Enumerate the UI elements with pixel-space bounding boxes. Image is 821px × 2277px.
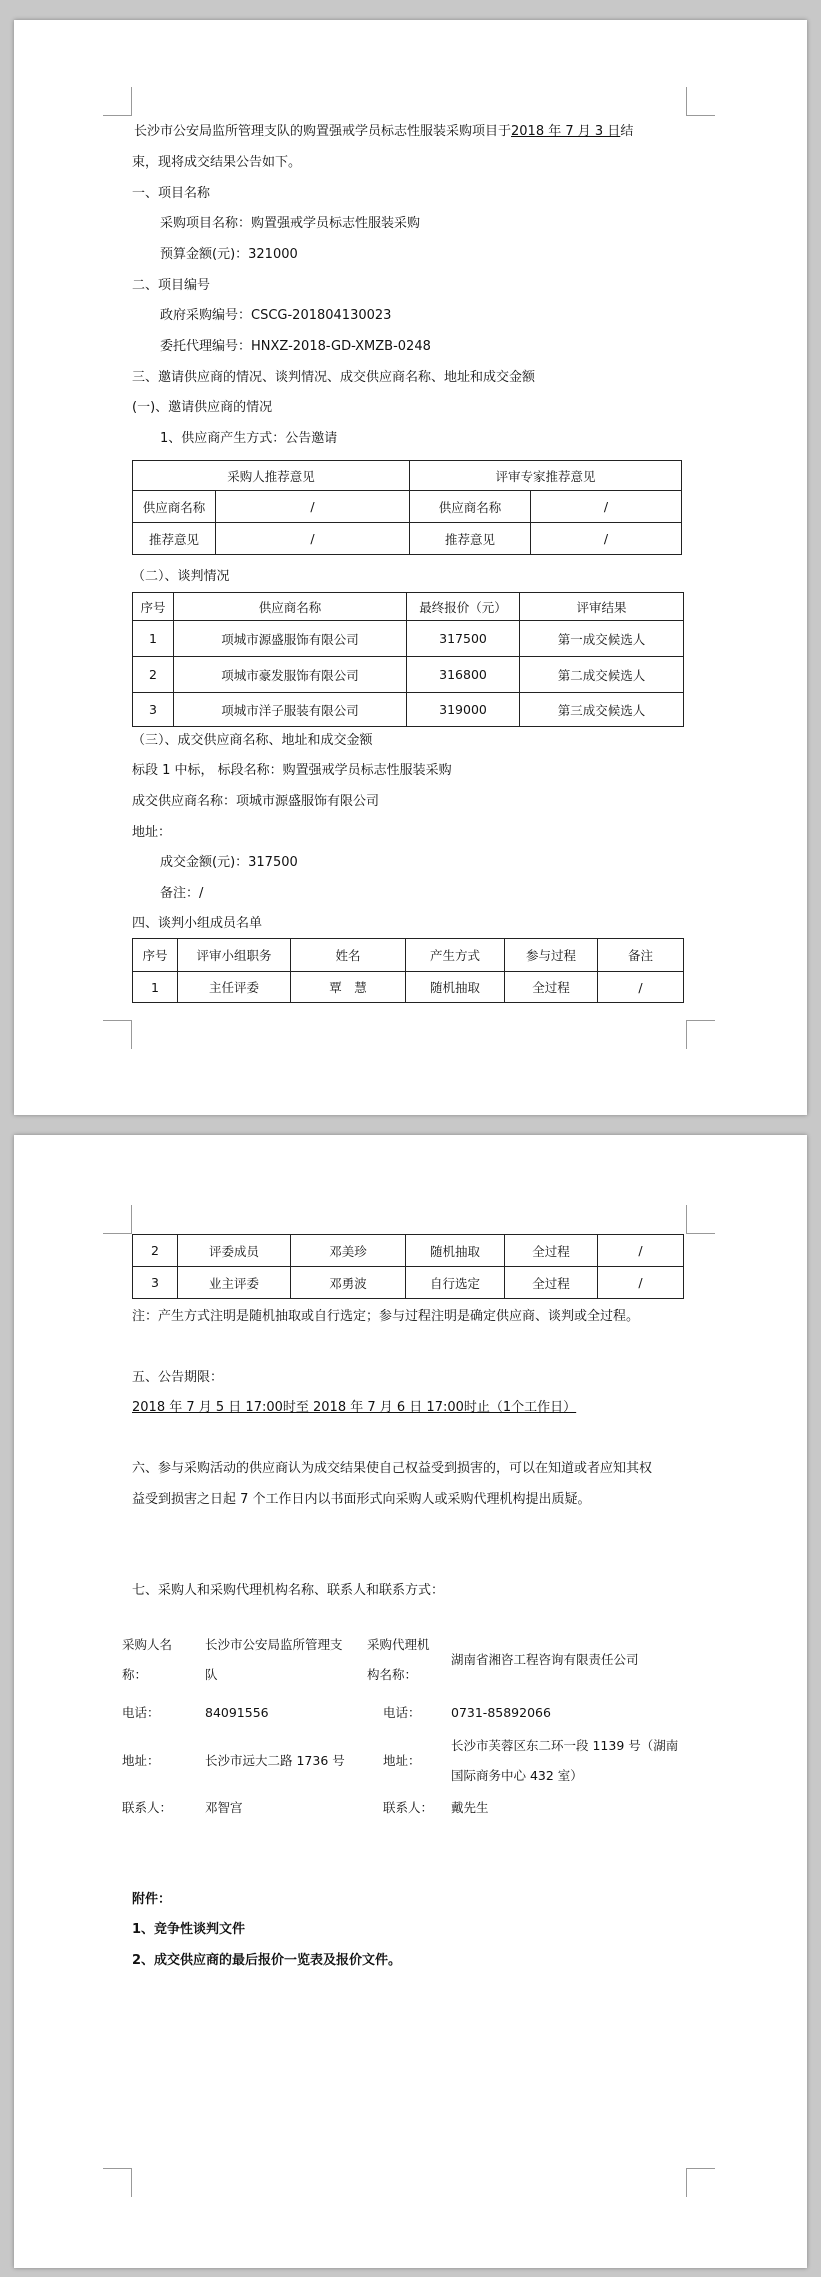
section-1-heading: 一、项目名称	[132, 186, 211, 201]
table-header: 备注	[598, 939, 684, 972]
agency-label-line-1: 采购代理机	[367, 1637, 430, 1652]
negotiation-table	[132, 592, 684, 727]
section-6-line-1: 六、参与采购活动的供应商认为成交结果使自己权益受到损害的，可以在知道或者应知其权	[132, 1461, 653, 1476]
table-header: 最终报价（元）	[407, 593, 520, 621]
section-6-line-2: 益受到损害之日起 7 个工作日内以书面形式向采购人或采购代理机构提出质疑。	[132, 1492, 591, 1507]
table-cell: 316800	[407, 657, 520, 693]
section-4-heading: 四、谈判小组成员名单	[132, 916, 263, 931]
purchaser-address-label: 地址：	[122, 1753, 160, 1768]
intro-date: 2018 年 7 月 3 日	[511, 124, 621, 139]
panel-table-continued	[132, 1234, 684, 1299]
table-cell: 全过程	[505, 1267, 598, 1299]
table-cell: 2	[133, 657, 174, 693]
agency-label-line-2: 构名称：	[367, 1667, 418, 1682]
panel-note: 注：产生方式注明是随机抽取或自行选定；参与过程注明是确定供应商、谈判或全过程。	[132, 1309, 640, 1324]
section-5-heading: 五、公告期限：	[132, 1370, 224, 1385]
announcement-period: 2018 年 7 月 5 日 17:00时至 2018 年 7 月 6 日 17:00时止（1个工作日）	[132, 1400, 577, 1415]
table-cell: 2	[133, 1235, 178, 1267]
margin-mark	[103, 1020, 132, 1049]
document-page-2	[14, 1135, 807, 2268]
intro-line-1	[134, 123, 633, 141]
table-header: 采购人推荐意见	[133, 461, 410, 491]
table-cell: /	[598, 1235, 684, 1267]
agency-contact-label: 联系人：	[383, 1800, 434, 1815]
table-header: 评审结果	[520, 593, 684, 621]
table-header: 评审专家推荐意见	[410, 461, 682, 491]
table-row	[133, 693, 684, 727]
table-cell: 供应商名称	[133, 491, 216, 523]
intro-line-2: 束，现将成交结果公告如下。	[132, 155, 302, 170]
table-row	[133, 657, 684, 693]
margin-mark	[686, 87, 715, 116]
agency-address-label: 地址：	[383, 1753, 421, 1768]
panel-table	[132, 938, 684, 1003]
table-cell: 业主评委	[178, 1267, 291, 1299]
table-header: 产生方式	[406, 939, 505, 972]
purchaser-contact-label: 联系人：	[122, 1800, 173, 1815]
subsection-3-heading: （三）、成交供应商名称、地址和成交金额	[132, 733, 373, 748]
table-cell: 项城市洋子服装有限公司	[174, 693, 407, 727]
lot-info: 标段 1 中标， 标段名称：购置强戒学员标志性服装采购	[132, 763, 452, 778]
attachment-1: 1、竞争性谈判文件	[132, 1922, 246, 1937]
table-cell: 随机抽取	[406, 1235, 505, 1267]
agency-address-line-1: 长沙市芙蓉区东二环一段 1139 号（湖南	[451, 1738, 679, 1753]
table-row	[133, 1267, 684, 1299]
table-cell: 供应商名称	[410, 491, 531, 523]
agency-address-line-2: 国际商务中心 432 室）	[451, 1768, 583, 1783]
agency-address	[451, 1731, 678, 1791]
purchaser-phone: 84091556	[205, 1705, 269, 1720]
purchaser-name-line-2: 队	[205, 1667, 218, 1682]
table-header: 序号	[133, 593, 174, 621]
table-header: 供应商名称	[174, 593, 407, 621]
table-cell: /	[216, 523, 410, 555]
table-cell: 覃 慧	[291, 972, 406, 1003]
table-cell: 项城市豪发服饰有限公司	[174, 657, 407, 693]
table-header: 参与过程	[505, 939, 598, 972]
agent-no: 委托代理编号：HNXZ-2018-GD-XMZB-0248	[160, 339, 431, 354]
margin-mark	[686, 1020, 715, 1049]
table-cell: 随机抽取	[406, 972, 505, 1003]
table-cell: 319000	[407, 693, 520, 727]
section-7-heading: 七、采购人和采购代理机构名称、联系人和联系方式：	[132, 1583, 445, 1598]
attachments-heading: 附件：	[132, 1892, 172, 1907]
table-cell: 邓勇波	[291, 1267, 406, 1299]
intro-text: 长沙市公安局监所管理支队的购置强戒学员标志性服装采购项目于	[134, 124, 512, 139]
table-cell: 推荐意见	[133, 523, 216, 555]
purchaser-label-line-2: 称：	[122, 1667, 148, 1682]
table-cell: 第二成交候选人	[520, 657, 684, 693]
margin-mark	[686, 2168, 715, 2197]
margin-mark	[103, 1205, 132, 1234]
table-cell: 3	[133, 1267, 178, 1299]
purchaser-address: 长沙市远大二路 1736 号	[205, 1753, 345, 1768]
remark: 备注：/	[160, 886, 204, 901]
winning-supplier: 成交供应商名称：项城市源盛服饰有限公司	[132, 794, 380, 809]
supplier-address: 地址：	[132, 825, 172, 840]
intro-text-end: 结	[620, 124, 634, 139]
attachment-2: 2、成交供应商的最后报价一览表及报价文件。	[132, 1953, 402, 1968]
table-cell: 邓美珍	[291, 1235, 406, 1267]
table-cell: 1	[133, 972, 178, 1003]
table-cell: /	[531, 491, 682, 523]
table-cell: 全过程	[505, 1235, 598, 1267]
table-cell: 推荐意见	[410, 523, 531, 555]
table-cell: 全过程	[505, 972, 598, 1003]
section-2-heading: 二、项目编号	[132, 278, 211, 293]
table-cell: 第一成交候选人	[520, 621, 684, 657]
purchaser-name	[205, 1630, 343, 1690]
purchaser-phone-label: 电话：	[122, 1705, 160, 1720]
subsection-1-heading: (一)、邀请供应商的情况	[132, 400, 273, 415]
table-header: 序号	[133, 939, 178, 972]
agency-phone: 0731-85892066	[451, 1705, 551, 1720]
table-cell: 主任评委	[178, 972, 291, 1003]
table-cell: /	[216, 491, 410, 523]
margin-mark	[103, 2168, 132, 2197]
project-name: 采购项目名称：购置强戒学员标志性服装采购	[160, 216, 421, 231]
award-amount: 成交金额(元)：317500	[160, 855, 298, 870]
table-row	[133, 972, 684, 1003]
purchaser-name-line-1: 长沙市公安局监所管理支	[205, 1637, 343, 1652]
agency-contact: 戴先生	[451, 1800, 489, 1815]
budget: 预算金额(元)：321000	[160, 247, 298, 262]
table-row	[133, 621, 684, 657]
margin-mark	[103, 87, 132, 116]
table-cell: /	[531, 523, 682, 555]
table-cell: 评委成员	[178, 1235, 291, 1267]
recommendation-table	[132, 460, 682, 555]
margin-mark	[686, 1205, 715, 1234]
table-header: 姓名	[291, 939, 406, 972]
table-header: 评审小组职务	[178, 939, 291, 972]
purchaser-contact: 邓智宫	[205, 1800, 243, 1815]
supplier-method: 1、供应商产生方式：公告邀请	[160, 431, 338, 446]
table-cell: 自行选定	[406, 1267, 505, 1299]
document-page-1	[14, 20, 807, 1115]
table-cell: /	[598, 972, 684, 1003]
agency-phone-label: 电话：	[383, 1705, 421, 1720]
table-row	[133, 1235, 684, 1267]
subsection-2-heading: （二）、谈判情况	[132, 569, 230, 584]
gov-procurement-no: 政府采购编号：CSCG-201804130023	[160, 308, 392, 323]
purchaser-label-line-1: 采购人名	[122, 1637, 173, 1652]
agency-name: 湖南省湘咨工程咨询有限责任公司	[451, 1652, 639, 1667]
agency-label	[367, 1630, 430, 1690]
table-cell: 317500	[407, 621, 520, 657]
purchaser-label	[122, 1630, 172, 1690]
table-cell: 3	[133, 693, 174, 727]
table-cell: 第三成交候选人	[520, 693, 684, 727]
table-cell: 1	[133, 621, 174, 657]
table-cell: 项城市源盛服饰有限公司	[174, 621, 407, 657]
table-cell: /	[598, 1267, 684, 1299]
section-3-heading: 三、邀请供应商的情况、谈判情况、成交供应商名称、地址和成交金额	[132, 370, 536, 385]
